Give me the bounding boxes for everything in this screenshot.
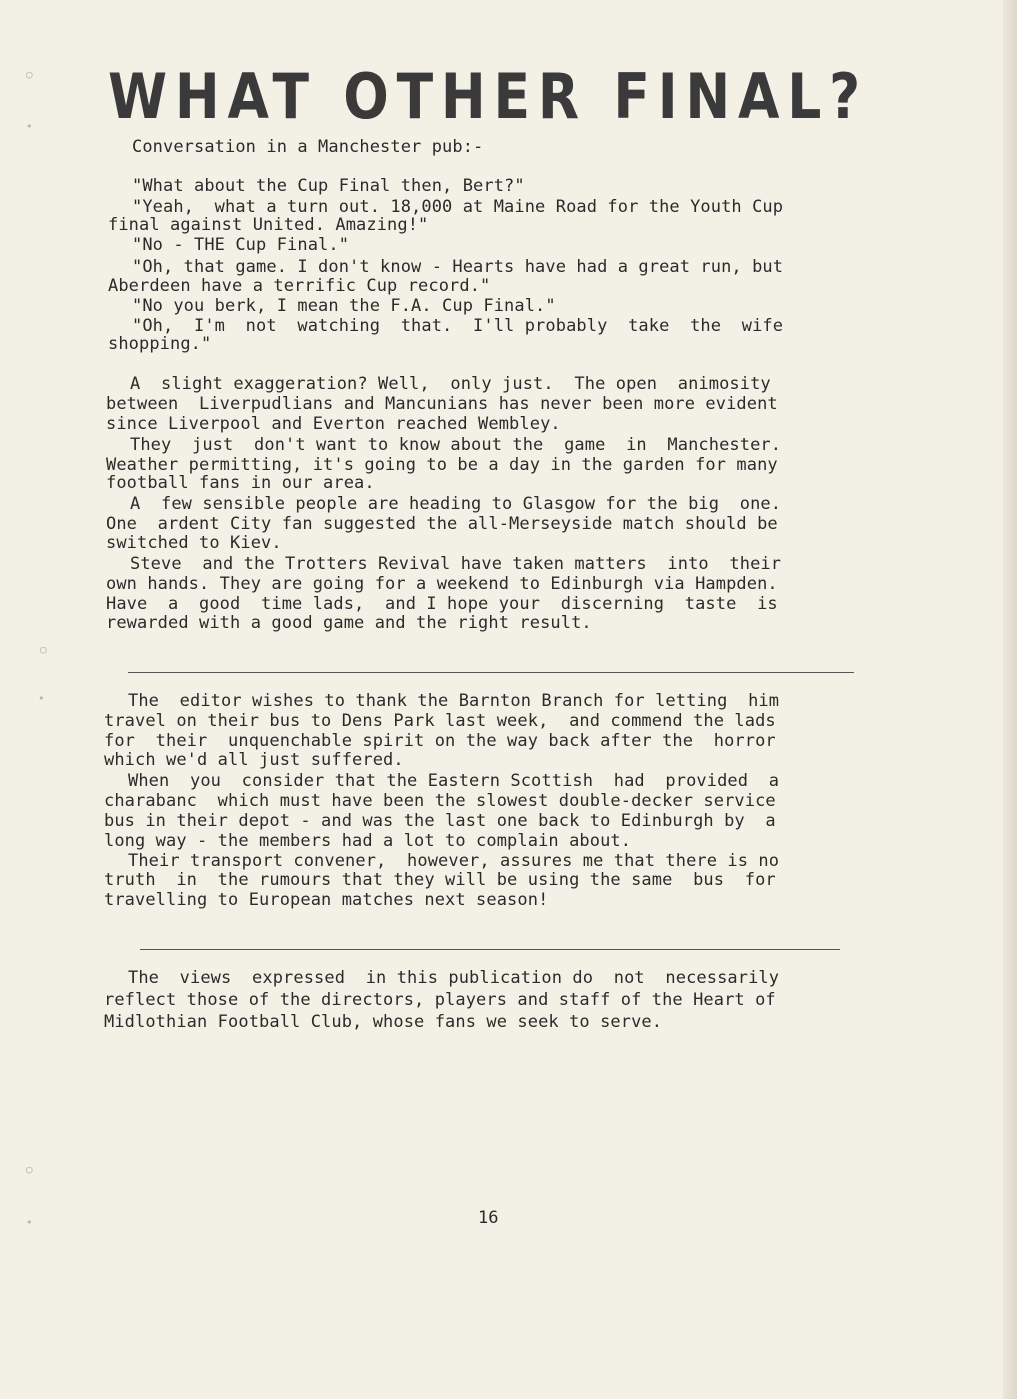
section-divider (128, 672, 854, 673)
editor-note-line: bus in their depot - and was the last one back to Edinburgh by a (104, 811, 776, 831)
article-line: A few sensible people are heading to Glasgow for the big one. (130, 494, 782, 514)
dialogue-line: "No you berk, I mean the F.A. Cup Final." (132, 296, 556, 316)
editor-note-line: long way - the members had a lot to complain about. (104, 831, 632, 851)
editor-note-line: charabanc which must have been the slowest double-decker service (104, 791, 776, 811)
dialogue-line: final against United. Amazing!" (108, 215, 429, 235)
article-line: rewarded with a good game and the right result. (106, 613, 592, 633)
dialogue-line: "Oh, that game. I don't know - Hearts have had a great run, but (132, 257, 784, 277)
dialogue-line: Aberdeen have a terrific Cup record." (108, 276, 491, 296)
article-line: switched to Kiev. (106, 533, 282, 553)
punch-mark: • (26, 1216, 33, 1229)
disclaimer-line: The views expressed in this publication do not necessarily (128, 968, 780, 988)
section-divider (140, 949, 840, 950)
disclaimer-line: Midlothian Football Club, whose fans we seek to serve. (104, 1012, 663, 1032)
page-number: 16 (478, 1208, 499, 1228)
disclaimer-line: reflect those of the directors, players and staff of the Heart of (104, 990, 776, 1010)
article-line: Weather permitting, it's going to be a day in the garden for many (106, 455, 778, 475)
punch-mark: ○ (40, 643, 47, 656)
punch-mark: ○ (26, 1163, 33, 1176)
article-line: Steve and the Trotters Revival have taken matters into their (130, 554, 782, 574)
article-line: between Liverpudlians and Mancunians has never been more evident (106, 394, 778, 414)
dialogue-line: "Oh, I'm not watching that. I'll probably take the wife (132, 316, 784, 336)
editor-note-line: truth in the rumours that they will be using the same bus for (104, 870, 776, 890)
article-line: Have a good time lads, and I hope your discerning taste is (106, 594, 778, 614)
editor-note-line: travelling to European matches next season! (104, 890, 549, 910)
editor-note-line: which we'd all just suffered. (104, 750, 404, 770)
editor-note-line: When you consider that the Eastern Scottish had provided a (128, 771, 780, 791)
punch-mark: • (26, 120, 33, 133)
editor-note-line: The editor wishes to thank the Barnton Branch for letting him (128, 691, 780, 711)
punch-mark: ○ (26, 68, 33, 81)
punch-mark: • (38, 692, 45, 705)
article-line: A slight exaggeration? Well, only just. The open animosity (130, 374, 771, 394)
page-title: WHAT OTHER FINAL? (108, 60, 869, 133)
editor-note-line: travel on their bus to Dens Park last week, and commend the lads (104, 711, 776, 731)
page-edge (1003, 0, 1017, 1399)
article-line: since Liverpool and Everton reached Wembley. (106, 414, 561, 434)
dialogue-line: "Yeah, what a turn out. 18,000 at Maine Road for the Youth Cup (132, 197, 784, 217)
dialogue-line: shopping." (108, 334, 212, 354)
editor-note-line: Their transport convener, however, assures me that there is no (128, 851, 780, 871)
article-line: They just don't want to know about the game in Manchester. (130, 435, 782, 455)
article-line: football fans in our area. (106, 473, 375, 493)
intro-line: Conversation in a Manchester pub:- (132, 137, 484, 157)
dialogue-line: "What about the Cup Final then, Bert?" (132, 176, 525, 196)
editor-note-line: for their unquenchable spirit on the way back after the horror (104, 731, 776, 751)
article-line: One ardent City fan suggested the all-Merseyside match should be (106, 514, 778, 534)
article-line: own hands. They are going for a weekend to Edinburgh via Hampden. (106, 574, 778, 594)
dialogue-line: "No - THE Cup Final." (132, 235, 350, 255)
